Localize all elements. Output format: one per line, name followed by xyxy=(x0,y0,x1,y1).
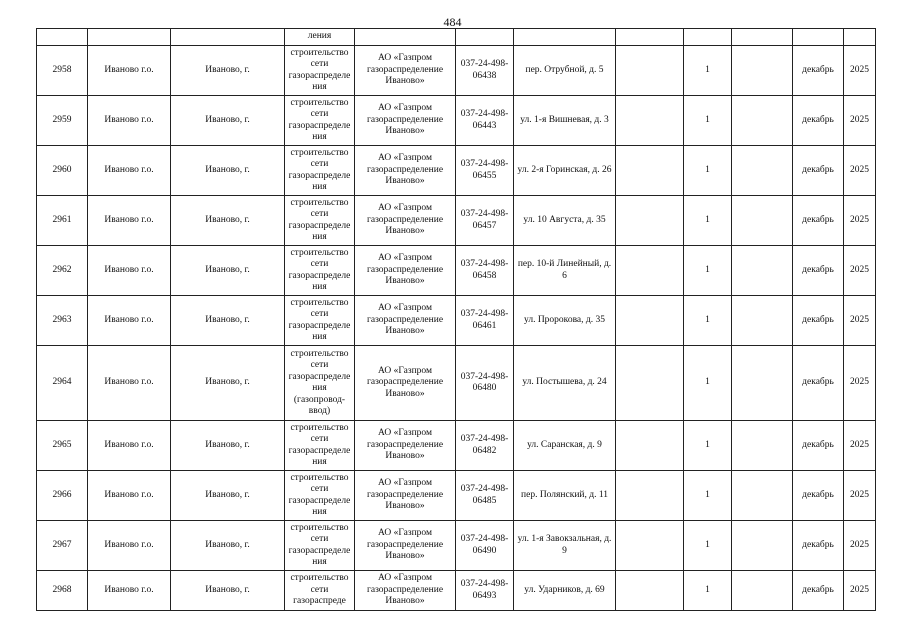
cell-month: декабрь xyxy=(793,471,844,521)
cell-address: ул. Саранская, д. 9 xyxy=(514,421,616,471)
cell-year: 2025 xyxy=(844,46,876,96)
cell-work-type: строительство сети газораспределения xyxy=(285,296,355,346)
cell-municipality: Иваново г.о. xyxy=(88,46,171,96)
cell-empty xyxy=(616,46,684,96)
cell-month: декабрь xyxy=(793,96,844,146)
cell-address: ул. Пророкова, д. 35 xyxy=(514,296,616,346)
cell-address: ул. 1-я Вишневая, д. 3 xyxy=(514,96,616,146)
cell-month: декабрь xyxy=(793,521,844,571)
cell-address: ул. Ударников, д. 69 xyxy=(514,571,616,611)
cell-work-type: строительство сети газораспределения xyxy=(285,421,355,471)
table-row xyxy=(37,96,876,146)
cell-quantity: 1 xyxy=(684,421,732,471)
cell-municipality: Иваново г.о. xyxy=(88,246,171,296)
cell-address: пер. Полянский, д. 11 xyxy=(514,471,616,521)
cell-municipality: Иваново г.о. xyxy=(88,296,171,346)
cell-month: декабрь xyxy=(793,146,844,196)
registry-table xyxy=(36,28,876,611)
cell-quantity: 1 xyxy=(684,246,732,296)
cell-address: ул. 2-я Горинская, д. 26 xyxy=(514,146,616,196)
cell-quantity: 1 xyxy=(684,196,732,246)
cell-address: ул. Постышева, д. 24 xyxy=(514,346,616,421)
table-row xyxy=(37,471,876,521)
cell-empty xyxy=(732,146,793,196)
cell-number: 2958 xyxy=(37,46,88,96)
cell-locality: Иваново, г. xyxy=(171,46,285,96)
cell-number: 2961 xyxy=(37,196,88,246)
cell-empty xyxy=(616,421,684,471)
cell-empty xyxy=(616,196,684,246)
page-number: 484 xyxy=(443,15,462,29)
table-row xyxy=(37,246,876,296)
cell-organization: АО «Газпром газораспределение Иваново» xyxy=(355,421,456,471)
cell-object-code: 037-24-498-06485 xyxy=(456,471,514,521)
cell-work-type: строительство сети газораспределения xyxy=(285,196,355,246)
cell-number: 2968 xyxy=(37,571,88,611)
cell-locality: Иваново, г. xyxy=(171,296,285,346)
cell-empty xyxy=(616,296,684,346)
cell-month: декабрь xyxy=(793,421,844,471)
cell-empty xyxy=(616,521,684,571)
cell-locality: Иваново, г. xyxy=(171,346,285,421)
cell-quantity: 1 xyxy=(684,346,732,421)
cell-municipality: Иваново г.о. xyxy=(88,146,171,196)
cell-empty xyxy=(732,96,793,146)
cell-number: 2967 xyxy=(37,521,88,571)
cell-municipality: Иваново г.о. xyxy=(88,471,171,521)
table-row xyxy=(37,521,876,571)
cell-object-code: 037-24-498-06461 xyxy=(456,296,514,346)
cell-empty xyxy=(732,46,793,96)
cell-number: 2966 xyxy=(37,471,88,521)
cell-year: 2025 xyxy=(844,521,876,571)
cell-object-code: 037-24-498-06443 xyxy=(456,96,514,146)
cell-organization: АО «Газпром газораспределение Иваново» xyxy=(355,346,456,421)
cell-address: пер. 10-й Линейный, д. 6 xyxy=(514,246,616,296)
cell-locality: Иваново, г. xyxy=(171,196,285,246)
cell-organization: АО «Газпром газораспределение Иваново» xyxy=(355,96,456,146)
cell-work-type: строительство сети газораспределения xyxy=(285,246,355,296)
cell-municipality: Иваново г.о. xyxy=(88,196,171,246)
cell-municipality: Иваново г.о. xyxy=(88,521,171,571)
cell-empty xyxy=(732,521,793,571)
cell-municipality: Иваново г.о. xyxy=(88,96,171,146)
cell-address: ул. 1-я Завокзальная, д. 9 xyxy=(514,521,616,571)
cell-object-code: 037-24-498-06493 xyxy=(456,571,514,611)
cell-organization: АО «Газпром газораспределение Иваново» xyxy=(355,46,456,96)
table-row xyxy=(37,146,876,196)
cell-month: декабрь xyxy=(793,346,844,421)
cell-quantity: 1 xyxy=(684,471,732,521)
cell-number: 2960 xyxy=(37,146,88,196)
cell-month: декабрь xyxy=(793,246,844,296)
cell-number: 2964 xyxy=(37,346,88,421)
cell-locality: Иваново, г. xyxy=(171,571,285,611)
cell-month: декабрь xyxy=(793,571,844,611)
cell-empty xyxy=(732,471,793,521)
table-row xyxy=(37,571,876,611)
cell-organization: АО «Газпром газораспределение Иваново» xyxy=(355,146,456,196)
table-row-continued xyxy=(37,29,876,46)
cell-municipality: Иваново г.о. xyxy=(88,571,171,611)
cell-object-code: 037-24-498-06490 xyxy=(456,521,514,571)
cell-work-type: строительство сети газораспределения xyxy=(285,46,355,96)
cell-empty xyxy=(732,196,793,246)
cell-empty xyxy=(616,471,684,521)
cell-quantity: 1 xyxy=(684,571,732,611)
cell-work-type: строительство сети газораспределения xyxy=(285,521,355,571)
cell-organization: АО «Газпром газораспределение Иваново» xyxy=(355,296,456,346)
cell-quantity: 1 xyxy=(684,296,732,346)
cell-object-code: 037-24-498-06457 xyxy=(456,196,514,246)
cell-month: декабрь xyxy=(793,46,844,96)
cell-locality: Иваново, г. xyxy=(171,471,285,521)
cell-work-type: строительство сети газораспределения xyxy=(285,471,355,521)
cell-number: 2959 xyxy=(37,96,88,146)
cell-number: 2962 xyxy=(37,246,88,296)
cell-year: 2025 xyxy=(844,471,876,521)
table-row xyxy=(37,346,876,421)
cell-empty xyxy=(732,346,793,421)
cell-municipality: Иваново г.о. xyxy=(88,346,171,421)
cell-month: декабрь xyxy=(793,296,844,346)
cell-work-type: строительство сети газораспределения (газопровод-ввод) xyxy=(285,346,355,421)
table-row xyxy=(37,196,876,246)
cell-empty xyxy=(732,296,793,346)
cell-number: 2963 xyxy=(37,296,88,346)
cell-year: 2025 xyxy=(844,346,876,421)
cell-empty xyxy=(616,346,684,421)
cell-year: 2025 xyxy=(844,421,876,471)
cell-quantity: 1 xyxy=(684,146,732,196)
cell-year: 2025 xyxy=(844,146,876,196)
cell-number: 2965 xyxy=(37,421,88,471)
cell-empty xyxy=(616,146,684,196)
cell-municipality: Иваново г.о. xyxy=(88,421,171,471)
cell-quantity: 1 xyxy=(684,46,732,96)
cell-empty xyxy=(616,96,684,146)
cell-empty xyxy=(616,571,684,611)
cell-empty xyxy=(732,421,793,471)
cell-month: декабрь xyxy=(793,196,844,246)
cell-empty xyxy=(732,246,793,296)
cell-quantity: 1 xyxy=(684,96,732,146)
cell-object-code: 037-24-498-06482 xyxy=(456,421,514,471)
cell-object-code: 037-24-498-06438 xyxy=(456,46,514,96)
cell-work-type: строительство сети газораспреде xyxy=(285,571,355,611)
cell-locality: Иваново, г. xyxy=(171,96,285,146)
cell-empty xyxy=(732,571,793,611)
cell-work-type: строительство сети газораспределения xyxy=(285,146,355,196)
cell-year: 2025 xyxy=(844,296,876,346)
table-row xyxy=(37,296,876,346)
cell-address: пер. Отрубной, д. 5 xyxy=(514,46,616,96)
cell-year: 2025 xyxy=(844,571,876,611)
cell-year: 2025 xyxy=(844,246,876,296)
table-row xyxy=(37,46,876,96)
cell-object-code: 037-24-498-06455 xyxy=(456,146,514,196)
cell-organization: АО «Газпром газораспределение Иваново» xyxy=(355,196,456,246)
cell-year: 2025 xyxy=(844,96,876,146)
cell-organization: АО «Газпром газораспределение Иваново» xyxy=(355,246,456,296)
registry-body xyxy=(37,29,876,611)
cell-organization: АО «Газпром газораспределение Иваново» xyxy=(355,521,456,571)
cell-locality: Иваново, г. xyxy=(171,521,285,571)
cell-work-type: строительство сети газораспределения xyxy=(285,96,355,146)
cell-object-code: 037-24-498-06480 xyxy=(456,346,514,421)
table-row xyxy=(37,421,876,471)
cell-locality: Иваново, г. xyxy=(171,421,285,471)
cell-object-code: 037-24-498-06458 xyxy=(456,246,514,296)
cell-year: 2025 xyxy=(844,196,876,246)
cell-locality: Иваново, г. xyxy=(171,246,285,296)
cell-quantity: 1 xyxy=(684,521,732,571)
cell-empty xyxy=(616,246,684,296)
cell-organization: АО «Газпром газораспределение Иваново» xyxy=(355,471,456,521)
cell-work-type: ления xyxy=(285,29,355,46)
cell-address: ул. 10 Августа, д. 35 xyxy=(514,196,616,246)
cell-locality: Иваново, г. xyxy=(171,146,285,196)
cell-organization: АО «Газпром газораспределение Иваново» xyxy=(355,571,456,611)
